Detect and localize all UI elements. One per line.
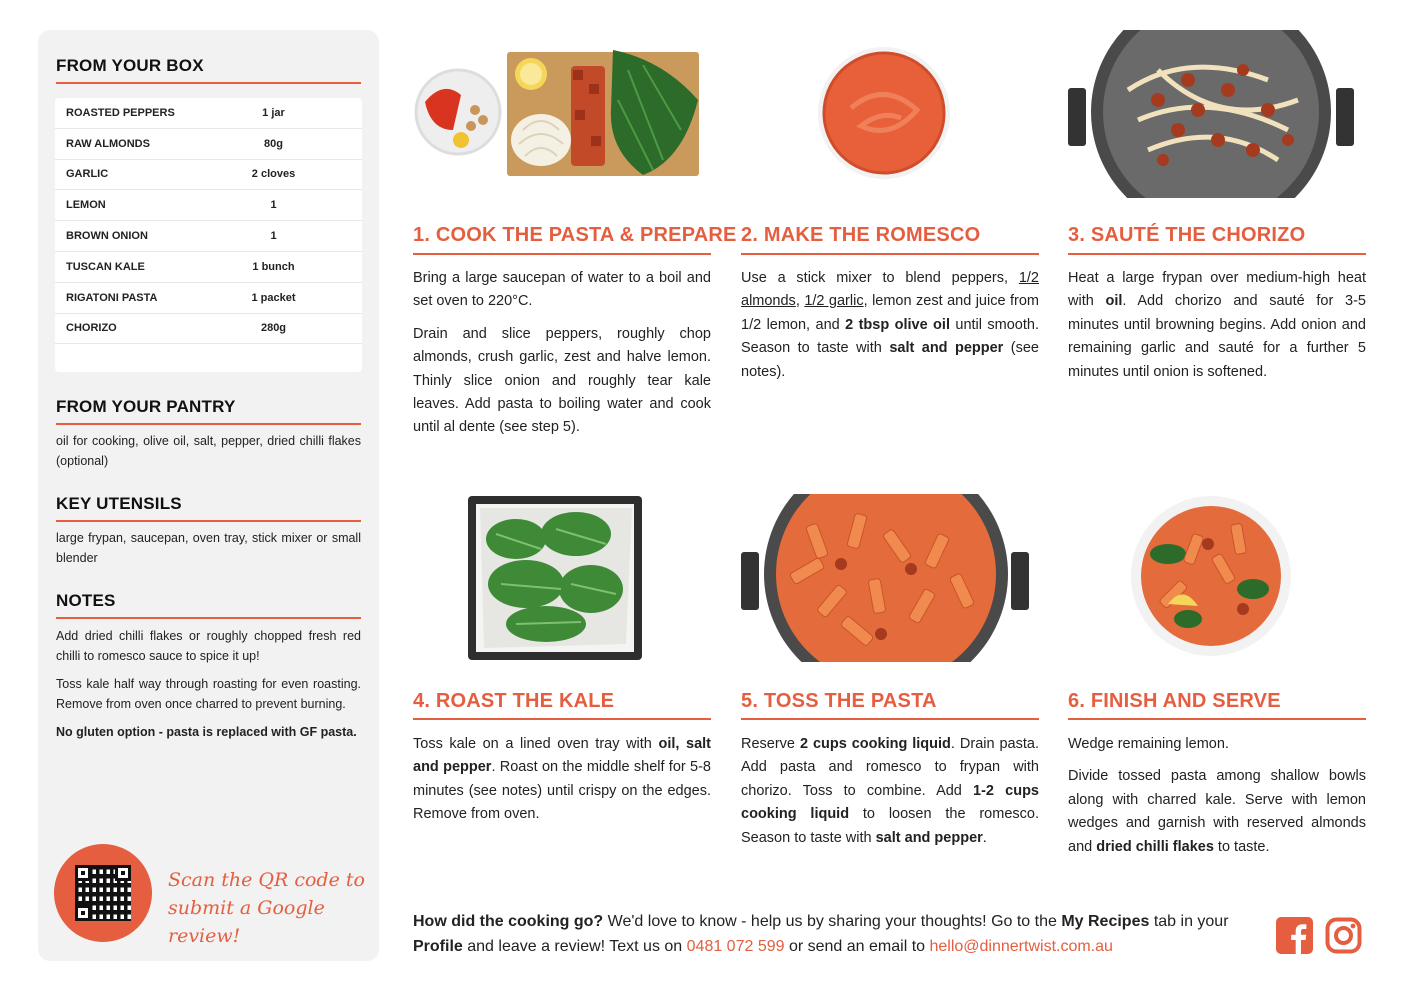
ingredient-row (55, 221, 362, 252)
ingredient-qty: 1 jar (262, 106, 285, 119)
box-heading: FROM YOUR BOX (56, 56, 204, 75)
step-1-image (413, 40, 711, 190)
qr-finder (115, 865, 131, 881)
step-4-body (413, 733, 711, 827)
phone-link[interactable]: 0481 072 599 (686, 938, 785, 955)
step-5-image (741, 494, 1039, 662)
sidebar (38, 30, 379, 961)
notes-heading: NOTES (56, 591, 116, 610)
step-5-body (741, 733, 1039, 850)
instagram-icon[interactable] (1325, 917, 1362, 954)
ingredient-qty: 1 (270, 230, 277, 243)
step-4-rule (413, 718, 711, 720)
pantry-heading-rule (56, 423, 361, 425)
step-1-para-2: Drain and slice peppers, roughly chop almonds, crush garlic, zest and halve lemon. Thinly slice onion and roughly tear kale leaves. Add pasta to boiling water and cook until al dente (see step 5). (413, 325, 711, 436)
ingredient-name: LEMON (66, 199, 106, 212)
ingredient-qty: 1 (270, 199, 277, 212)
step-4-text: Toss kale on a lined oven tray with (413, 736, 659, 752)
step-6-image (1068, 494, 1366, 662)
step-5-text: . (982, 829, 987, 846)
step-5-title: 5. TOSS THE PASTA (741, 690, 937, 712)
ingredient-row (55, 283, 362, 314)
step-4-text: . Roast on the middle shelf for 5-8 minutes (see notes) until crispy on the edges. Remove from oven. (413, 759, 711, 823)
qr-code-icon[interactable] (75, 865, 131, 921)
ingredient-qty: 80g (264, 137, 283, 150)
step-5-rule (741, 718, 1039, 720)
utensils-heading: KEY UTENSILS (56, 494, 182, 513)
footer-question: How did the cooking go? (413, 913, 604, 930)
step-5-cooking-liquid: 2 cups cooking liquid (799, 736, 951, 752)
footer-my-recipes: My Recipes (1061, 913, 1150, 930)
step-5-text: Reserve (741, 736, 800, 752)
step-6-text: to taste. (1213, 838, 1270, 855)
utensils-text: large frypan, saucepan, oven tray, stick mixer or small blender (56, 531, 361, 565)
ingredient-row (55, 98, 362, 129)
note-chilli: Add dried chilli flakes or roughly chopped fresh red chilli to romesco sauce to spice it up! (56, 629, 361, 663)
step-2-text: until smooth. Season to taste with (741, 316, 1039, 357)
step-2-almonds: 1/2 almonds (741, 270, 1039, 310)
review-footer (413, 909, 1263, 959)
step-2-image (741, 40, 1039, 190)
ingredient-row (55, 314, 362, 345)
step-3-title: 3. SAUTÉ THE CHORIZO (1068, 224, 1306, 246)
qr-finder (75, 905, 91, 921)
qr-badge[interactable] (54, 844, 152, 942)
ingredient-row (55, 252, 362, 283)
ingredient-name: RAW ALMONDS (66, 137, 150, 150)
step-5-text: to loosen the romesco. Season to taste with (741, 806, 1039, 846)
ingredient-row (55, 129, 362, 160)
email-link[interactable]: hello@dinnertwist.com.au (929, 938, 1113, 955)
step-4-image (466, 494, 646, 662)
step-6-chilli-flakes: dried chilli flakes (1096, 838, 1214, 855)
ingredient-name: BROWN ONION (66, 230, 148, 243)
ingredient-name: ROASTED PEPPERS (66, 106, 175, 119)
step-1-rule (413, 253, 711, 255)
ingredient-row (55, 190, 362, 221)
step-6-text: Divide tossed pasta among shallow bowls along with charred kale. Serve with lemon wedges and garnish with reserved almonds and (1068, 768, 1366, 855)
ingredient-qty: 1 packet (251, 291, 296, 304)
utensils-heading-rule (56, 520, 361, 522)
step-6-body (1068, 733, 1366, 859)
ingredient-qty: 280g (260, 322, 287, 335)
step-1-para-1: Bring a large saucepan of water to a boil and set oven to 220°C. (413, 270, 711, 310)
step-2-garlic: 1/2 garlic (804, 293, 864, 310)
step-1-title: 1. COOK THE PASTA & PREPARE (413, 224, 737, 246)
step-5-cooking-liquid-2: 1-2 cups cooking liquid (741, 782, 1039, 823)
step-2-body (741, 267, 1039, 384)
step-5-text: . Drain pasta. Add pasta and romesco to frypan with chorizo. Toss to combine. Add (741, 736, 1039, 799)
step-3-body (1068, 267, 1366, 384)
step-2-olive-oil: 2 tbsp olive oil (845, 316, 950, 333)
ingredient-qty: 1 bunch (252, 260, 295, 273)
step-1-body (413, 267, 711, 440)
box-heading-rule (56, 82, 361, 84)
footer-text: or send an email to (784, 938, 930, 955)
step-2-salt-pepper: salt and pepper (889, 340, 1004, 357)
notes-heading-rule (56, 617, 361, 619)
step-2-text: (see notes). (741, 340, 1039, 380)
step-5-salt-pepper: salt and pepper (875, 829, 983, 846)
step-6-title: 6. FINISH AND SERVE (1068, 690, 1281, 712)
footer-text: We'd love to know - help us by sharing your thoughts! Go to the (603, 913, 1062, 930)
step-2-text: , (795, 293, 805, 310)
pantry-text: oil for cooking, olive oil, salt, pepper, dried chilli flakes (optional) (56, 434, 361, 468)
qr-finder (75, 865, 91, 881)
ingredient-name: TUSCAN KALE (66, 260, 145, 273)
ingredient-name: RIGATONI PASTA (66, 291, 158, 304)
footer-text: and leave a review! Text us on (462, 938, 687, 955)
step-6-para-1: Wedge remaining lemon. (1068, 736, 1229, 752)
facebook-icon[interactable] (1276, 917, 1313, 954)
note-kale: Toss kale half way through roasting for even roasting. Remove from oven once charred to prevent burning. (56, 677, 361, 711)
step-2-rule (741, 253, 1039, 255)
step-3-rule (1068, 253, 1366, 255)
step-2-text: , lemon zest and juice from 1/2 lemon, and (741, 293, 1039, 333)
ingredient-name: GARLIC (66, 168, 109, 181)
footer-profile: Profile (413, 938, 463, 955)
step-2-text: Use a stick mixer to blend peppers, (741, 270, 1019, 286)
step-2-title: 2. MAKE THE ROMESCO (741, 224, 981, 246)
ingredients-table (55, 98, 362, 372)
ingredient-name: CHORIZO (66, 322, 117, 335)
notes-text (56, 626, 361, 742)
footer-text: tab in your (1149, 913, 1229, 930)
note-gluten: No gluten option - pasta is replaced with GF pasta. (56, 725, 357, 739)
pantry-heading: FROM YOUR PANTRY (56, 397, 236, 416)
ingredient-qty: 2 cloves (251, 168, 296, 181)
step-6-rule (1068, 718, 1366, 720)
step-4-title: 4. ROAST THE KALE (413, 690, 615, 712)
step-3-text: . Add chorizo and sauté for 3-5 minutes until browning begins. Add onion and remaining garlic and sauté for a further 5 minutes until onion is softened. (1068, 293, 1366, 380)
ingredient-row (55, 160, 362, 191)
step-4-oil-salt-pepper: oil, salt and pepper (413, 736, 711, 776)
step-3-image (1068, 30, 1366, 198)
step-3-text: Heat a large frypan over medium-high heat with (1068, 270, 1366, 310)
qr-caption: Scan the QR code to submit a Google review! (168, 869, 365, 947)
step-3-oil: oil (1105, 293, 1123, 310)
